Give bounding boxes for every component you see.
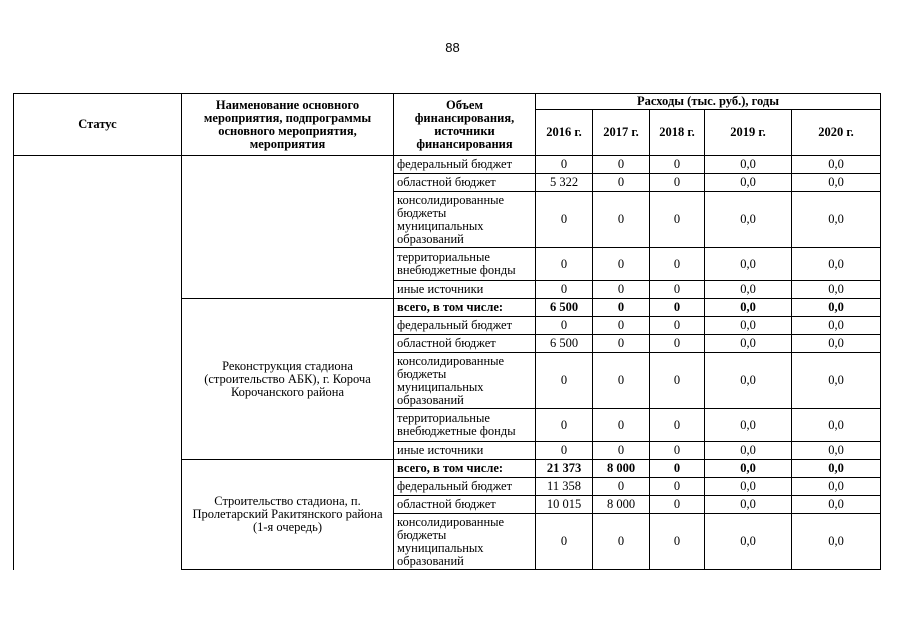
amount-cell: 0 (650, 248, 705, 281)
table-row (14, 156, 881, 174)
amount-cell: 0,0 (792, 335, 881, 353)
activity-name: Реконструкция стадиона (строительство АБК), г. Короча Корочанского района (182, 299, 394, 460)
amount-cell: 0 (536, 248, 593, 281)
header-year: 2020 г. (792, 110, 881, 156)
amount-cell: 0,0 (705, 335, 792, 353)
amount-cell: 0 (593, 514, 650, 570)
amount-cell: 0 (593, 192, 650, 248)
amount-cell: 0,0 (792, 317, 881, 335)
funding-source: областной бюджет (394, 496, 536, 514)
amount-cell: 0 (593, 248, 650, 281)
amount-cell: 8 000 (593, 460, 650, 478)
amount-cell: 0 (536, 192, 593, 248)
funding-source: консолидированные бюджеты муниципальных образований (394, 192, 536, 248)
status-cell (14, 156, 182, 570)
amount-cell: 0 (593, 335, 650, 353)
header-expenses: Расходы (тыс. руб.), годы (536, 94, 881, 110)
amount-cell: 0 (536, 442, 593, 460)
amount-cell: 10 015 (536, 496, 593, 514)
header-year: 2019 г. (705, 110, 792, 156)
amount-cell: 0 (536, 281, 593, 299)
amount-cell: 0,0 (792, 192, 881, 248)
amount-cell: 11 358 (536, 478, 593, 496)
amount-cell: 0 (593, 478, 650, 496)
header-status: Статус (14, 94, 182, 156)
amount-cell: 0,0 (792, 478, 881, 496)
amount-cell: 0 (650, 514, 705, 570)
funding-source: консолидированные бюджеты муниципальных образований (394, 353, 536, 409)
amount-cell: 0,0 (792, 409, 881, 442)
amount-cell: 0,0 (705, 299, 792, 317)
amount-cell: 0 (650, 335, 705, 353)
amount-cell: 0,0 (792, 174, 881, 192)
funding-source: территориальные внебюджетные фонды (394, 409, 536, 442)
amount-cell: 0 (650, 478, 705, 496)
funding-source: федеральный бюджет (394, 317, 536, 335)
amount-cell: 0 (593, 409, 650, 442)
table-body (14, 156, 881, 570)
header-volume: Объем финансирования, источники финансирования (394, 94, 536, 156)
funding-source: территориальные внебюджетные фонды (394, 248, 536, 281)
amount-cell: 0 (650, 442, 705, 460)
amount-cell: 0,0 (792, 156, 881, 174)
amount-cell: 0,0 (792, 353, 881, 409)
amount-cell: 8 000 (593, 496, 650, 514)
amount-cell: 0,0 (705, 496, 792, 514)
funding-source: всего, в том числе: (394, 460, 536, 478)
amount-cell: 6 500 (536, 335, 593, 353)
amount-cell: 0,0 (792, 281, 881, 299)
amount-cell: 0,0 (705, 478, 792, 496)
header-year: 2018 г. (650, 110, 705, 156)
amount-cell: 0,0 (792, 460, 881, 478)
amount-cell: 0 (650, 409, 705, 442)
funding-source: консолидированные бюджеты муниципальных образований (394, 514, 536, 570)
amount-cell: 0,0 (705, 353, 792, 409)
funding-source: всего, в том числе: (394, 299, 536, 317)
amount-cell: 0,0 (792, 299, 881, 317)
amount-cell: 0 (650, 299, 705, 317)
amount-cell: 0,0 (705, 514, 792, 570)
amount-cell: 0,0 (705, 174, 792, 192)
amount-cell: 0 (650, 353, 705, 409)
amount-cell: 0 (536, 353, 593, 409)
amount-cell: 0 (650, 460, 705, 478)
amount-cell: 0 (593, 156, 650, 174)
amount-cell: 0 (536, 409, 593, 442)
header-year: 2016 г. (536, 110, 593, 156)
amount-cell: 0 (593, 317, 650, 335)
amount-cell: 0 (650, 496, 705, 514)
amount-cell: 0,0 (705, 409, 792, 442)
financing-table (13, 93, 881, 570)
activity-name: Строительство стадиона, п. Пролетарский Ракитянского района (1-я очередь) (182, 460, 394, 570)
header-name: Наименование основного мероприятия, подпрограммы основного мероприятия, мероприятия (182, 94, 394, 156)
amount-cell: 0 (593, 281, 650, 299)
amount-cell: 0,0 (705, 248, 792, 281)
amount-cell: 5 322 (536, 174, 593, 192)
amount-cell: 0 (650, 281, 705, 299)
funding-source: иные источники (394, 442, 536, 460)
amount-cell: 0,0 (792, 248, 881, 281)
amount-cell: 0 (593, 299, 650, 317)
amount-cell: 0,0 (705, 460, 792, 478)
amount-cell: 0 (536, 514, 593, 570)
amount-cell: 0 (593, 353, 650, 409)
amount-cell: 0 (650, 174, 705, 192)
activity-name (182, 156, 394, 299)
amount-cell: 0 (593, 442, 650, 460)
amount-cell: 0 (650, 156, 705, 174)
amount-cell: 0 (536, 156, 593, 174)
funding-source: иные источники (394, 281, 536, 299)
amount-cell: 0,0 (792, 514, 881, 570)
amount-cell: 0,0 (705, 192, 792, 248)
amount-cell: 0,0 (705, 281, 792, 299)
amount-cell: 0,0 (792, 442, 881, 460)
funding-source: областной бюджет (394, 335, 536, 353)
amount-cell: 0,0 (705, 317, 792, 335)
header-year: 2017 г. (593, 110, 650, 156)
amount-cell: 0,0 (705, 442, 792, 460)
amount-cell: 0 (650, 192, 705, 248)
amount-cell: 0 (593, 174, 650, 192)
amount-cell: 0,0 (705, 156, 792, 174)
amount-cell: 0 (650, 317, 705, 335)
funding-source: областной бюджет (394, 174, 536, 192)
amount-cell: 0,0 (792, 496, 881, 514)
amount-cell: 6 500 (536, 299, 593, 317)
amount-cell: 0 (536, 317, 593, 335)
amount-cell: 21 373 (536, 460, 593, 478)
page-number: 88 (445, 40, 460, 55)
funding-source: федеральный бюджет (394, 478, 536, 496)
funding-source: федеральный бюджет (394, 156, 536, 174)
